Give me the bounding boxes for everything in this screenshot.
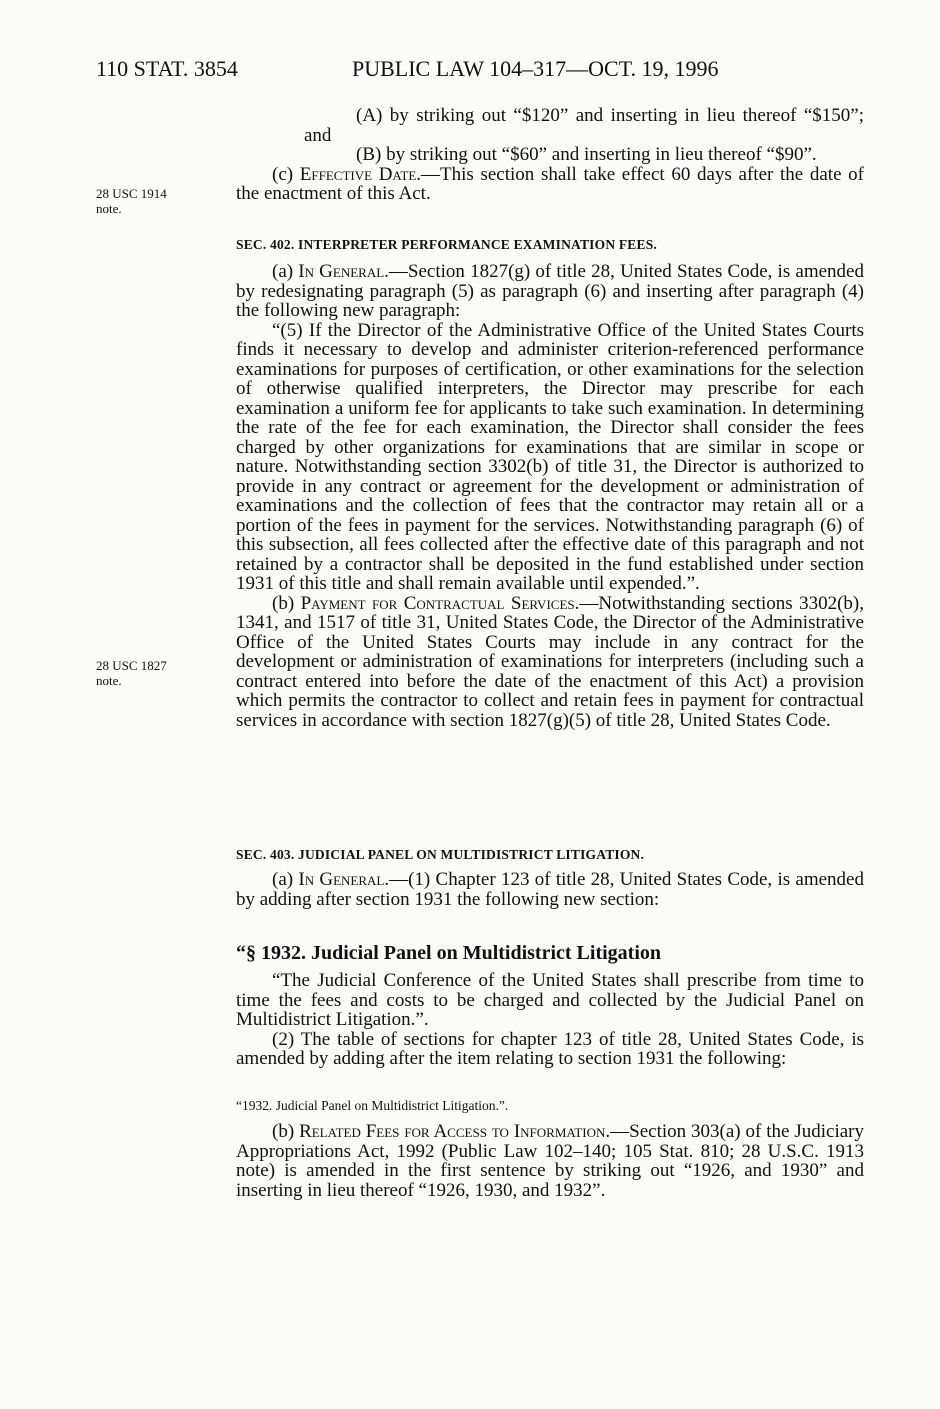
section-402-body bbox=[236, 262, 864, 730]
section-402-heading: SEC. 402. INTERPRETER PERFORMANCE EXAMINATION FEES. bbox=[236, 237, 657, 252]
sec403-paragraph-2: (2) The table of sections for chapter 123 of title 28, United States Code, is amended by adding after the item relating to section 1931 the following: bbox=[236, 1028, 864, 1069]
margin-note-usc-1914: 28 USC 1914 note. bbox=[96, 186, 167, 216]
section-403-intro bbox=[236, 870, 864, 909]
table-of-sections-entry: “1932. Judicial Panel on Multidistrict Litigation.”. bbox=[236, 1098, 509, 1113]
margin-note-usc-1827: 28 USC 1827 note. bbox=[96, 658, 167, 688]
new-section-1932-title: “§ 1932. Judicial Panel on Multidistrict Litigation bbox=[236, 942, 662, 964]
sec402-quoted-paragraph: “(5) If the Director of the Administrative Office of the United States Courts finds it necessary to develop and administer criterion-referenced performance examinations for purposes of certification, or other examinations for the selection of otherwise qualified interpreters, the Director may prescribe for each examination a uniform fee for applicants to take such examination. In determining the rate of the fee for each examination, the Director shall consider the fees charged by other organizations for examinations that are similar in scope or nature. Notwithstanding section 3302(b) of title 31, the Director is authorized to provide in any contract or agreement for the development or administration of examinations and the collection of fees that the contractor may retain all or a portion of the fees in payment for the services. Notwithstanding paragraph (6) of this subsection, all fees collected after the effective date of this paragraph and not retained by a contractor shall be deposited in the fund established under section 1931 of this title and shall remain available until expended.”. bbox=[236, 319, 864, 594]
section-403-body bbox=[236, 971, 864, 1069]
sec403-subsection-b: (b) Related Fees for Access to Information.—Section 303(a) of the Judiciary Appropriations Act, 1992 (Public Law 102–140; 105 Stat. 810; 28 U.S.C. 1913 note) is amended in the first sentence by striking out “1926, and 1930” and inserting in lieu thereof “1926, 1930, and 1932”. bbox=[236, 1121, 865, 1201]
subsection-c: (c) Effective Date.—This section shall take effect 60 days after the date of the enactment of this Act. bbox=[236, 163, 865, 204]
statute-reference: 110 STAT. 3854 bbox=[96, 56, 238, 81]
section-403-heading: SEC. 403. JUDICIAL PANEL ON MULTIDISTRICT LITIGATION. bbox=[236, 847, 645, 862]
subsection-c-heading: Effective Date bbox=[299, 163, 417, 185]
sec403-subsection-a: (a) In General.—(1) Chapter 123 of title 28, United States Code, is amended by adding after section 1931 the following new section: bbox=[236, 869, 864, 910]
clause-a: (A) by striking out “$120” and inserting in lieu thereof “$150”; and bbox=[304, 105, 864, 146]
page-header bbox=[96, 52, 856, 92]
new-section-1932-text: “The Judicial Conference of the United States shall prescribe from time to time the fees and costs to be charged and collected by the Judicial Panel on Multidistrict Litigation.”. bbox=[236, 970, 864, 1030]
sec402-subsection-a: (a) In General.—Section 1827(g) of title 28, United States Code, is amended by redesignating paragraph (5) as paragraph (6) and inserting after paragraph (4) the following new paragraph: bbox=[236, 261, 864, 321]
amendment-block bbox=[236, 106, 864, 204]
section-403-subsection-b-block bbox=[236, 1122, 864, 1200]
clause-b: (B) by striking out “$60” and inserting in lieu thereof “$90”. bbox=[356, 144, 817, 165]
sec402-subsection-b: (b) Payment for Contractual Services.—Notwithstanding sections 3302(b), 1341, and 1517 of title 31, United States Code, the Director of the Administrative Office of the United States Courts may include in any contract for the development or administration of examinations for interpreters (including such a contract entered into before the date of the enactment of this Act) a provision which permits the contractor to collect and retain fees in payment for contractual services in accordance with section 1827(g)(5) of title 28, United States Code. bbox=[236, 592, 865, 731]
law-reference: PUBLIC LAW 104–317—OCT. 19, 1996 bbox=[352, 56, 719, 81]
